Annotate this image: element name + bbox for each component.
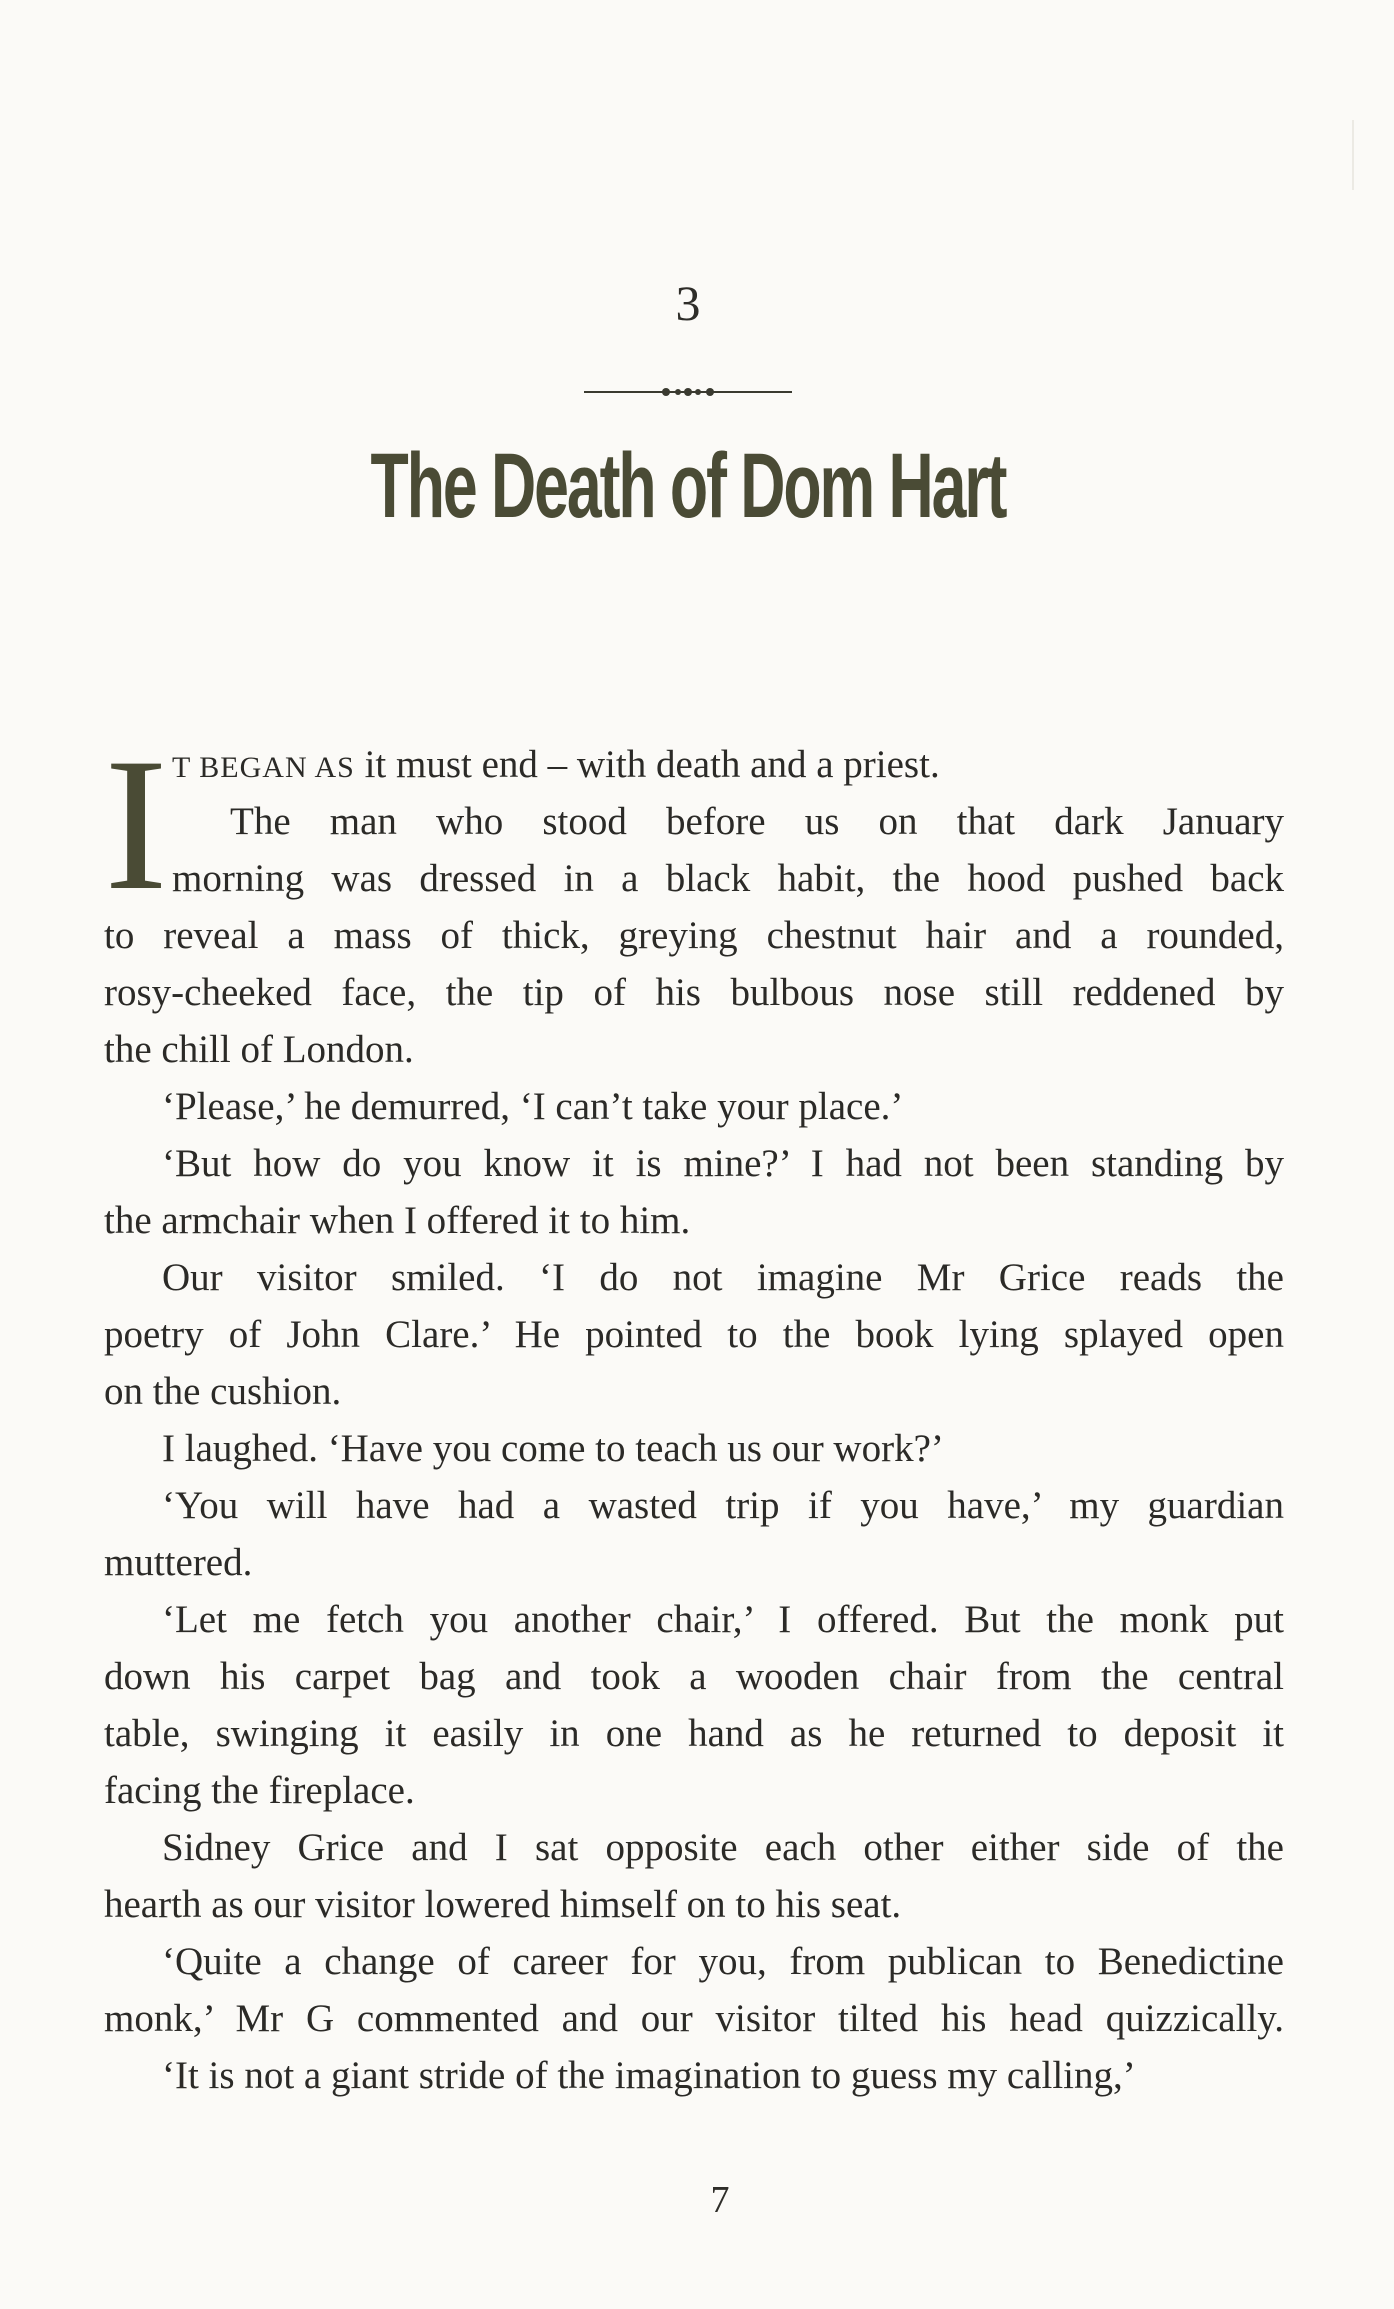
opening-line-rest: it must end – with death and a priest. [354, 743, 940, 786]
text-line: muttered. [104, 1541, 253, 1584]
ornament-divider-icon [584, 383, 792, 401]
text-line: ‘But how do you know it is mine?’ I had not been standing by [162, 1142, 1284, 1185]
text-line: ‘Quite a change of career for you, from publican to Benedictine [162, 1940, 1284, 1983]
page-edge-shadow [1352, 120, 1354, 190]
text-line: facing the fireplace. [104, 1769, 415, 1812]
text-line: down his carpet bag and took a wooden chair from the central [104, 1655, 1284, 1698]
text-line: the chill of London. [104, 1028, 414, 1071]
text-line: Sidney Grice and I sat opposite each other either side of the [162, 1826, 1284, 1869]
text-line: the armchair when I offered it to him. [104, 1199, 691, 1242]
page-number: 7 [710, 2179, 730, 2221]
opening-smallcaps: T BEGAN AS [172, 751, 355, 784]
chapter-title: The Death of Dom Hart [370, 435, 1006, 537]
text-line: to reveal a mass of thick, greying chestnut hair and a rounded, [104, 914, 1284, 957]
text-line: Our visitor smiled. ‘I do not imagine Mr Grice reads the [162, 1256, 1284, 1299]
text-line: monk,’ Mr G commented and our visitor tilted his head quizzically. [104, 1997, 1284, 2040]
text-line: ‘You will have had a wasted trip if you have,’ my guardian [162, 1484, 1284, 1527]
text-line: poetry of John Clare.’ He pointed to the book lying splayed open [104, 1313, 1284, 1356]
text-line: ‘It is not a giant stride of the imagination to guess my calling,’ [162, 2054, 1136, 2097]
chapter-number: 3 [675, 275, 701, 331]
text-line: hearth as our visitor lowered himself on to his seat. [104, 1883, 902, 1926]
text-line: morning was dressed in a black habit, the hood pushed back [172, 857, 1284, 900]
dropcap-glyph: I [104, 752, 168, 892]
text-line: on the cushion. [104, 1370, 342, 1413]
text-line: rosy-cheeked face, the tip of his bulbous nose still reddened by [104, 971, 1284, 1014]
text-line: ‘Let me fetch you another chair,’ I offered. But the monk put [162, 1598, 1284, 1641]
text-line: The man who stood before us on that dark January [230, 800, 1284, 843]
text-line: ‘Please,’ he demurred, ‘I can’t take your place.’ [162, 1085, 904, 1128]
text-line: I laughed. ‘Have you come to teach us our work?’ [162, 1427, 944, 1470]
text-line [104, 736, 1284, 793]
text-line: table, swinging it easily in one hand as he returned to deposit it [104, 1712, 1284, 1755]
body-text [104, 736, 1284, 2104]
